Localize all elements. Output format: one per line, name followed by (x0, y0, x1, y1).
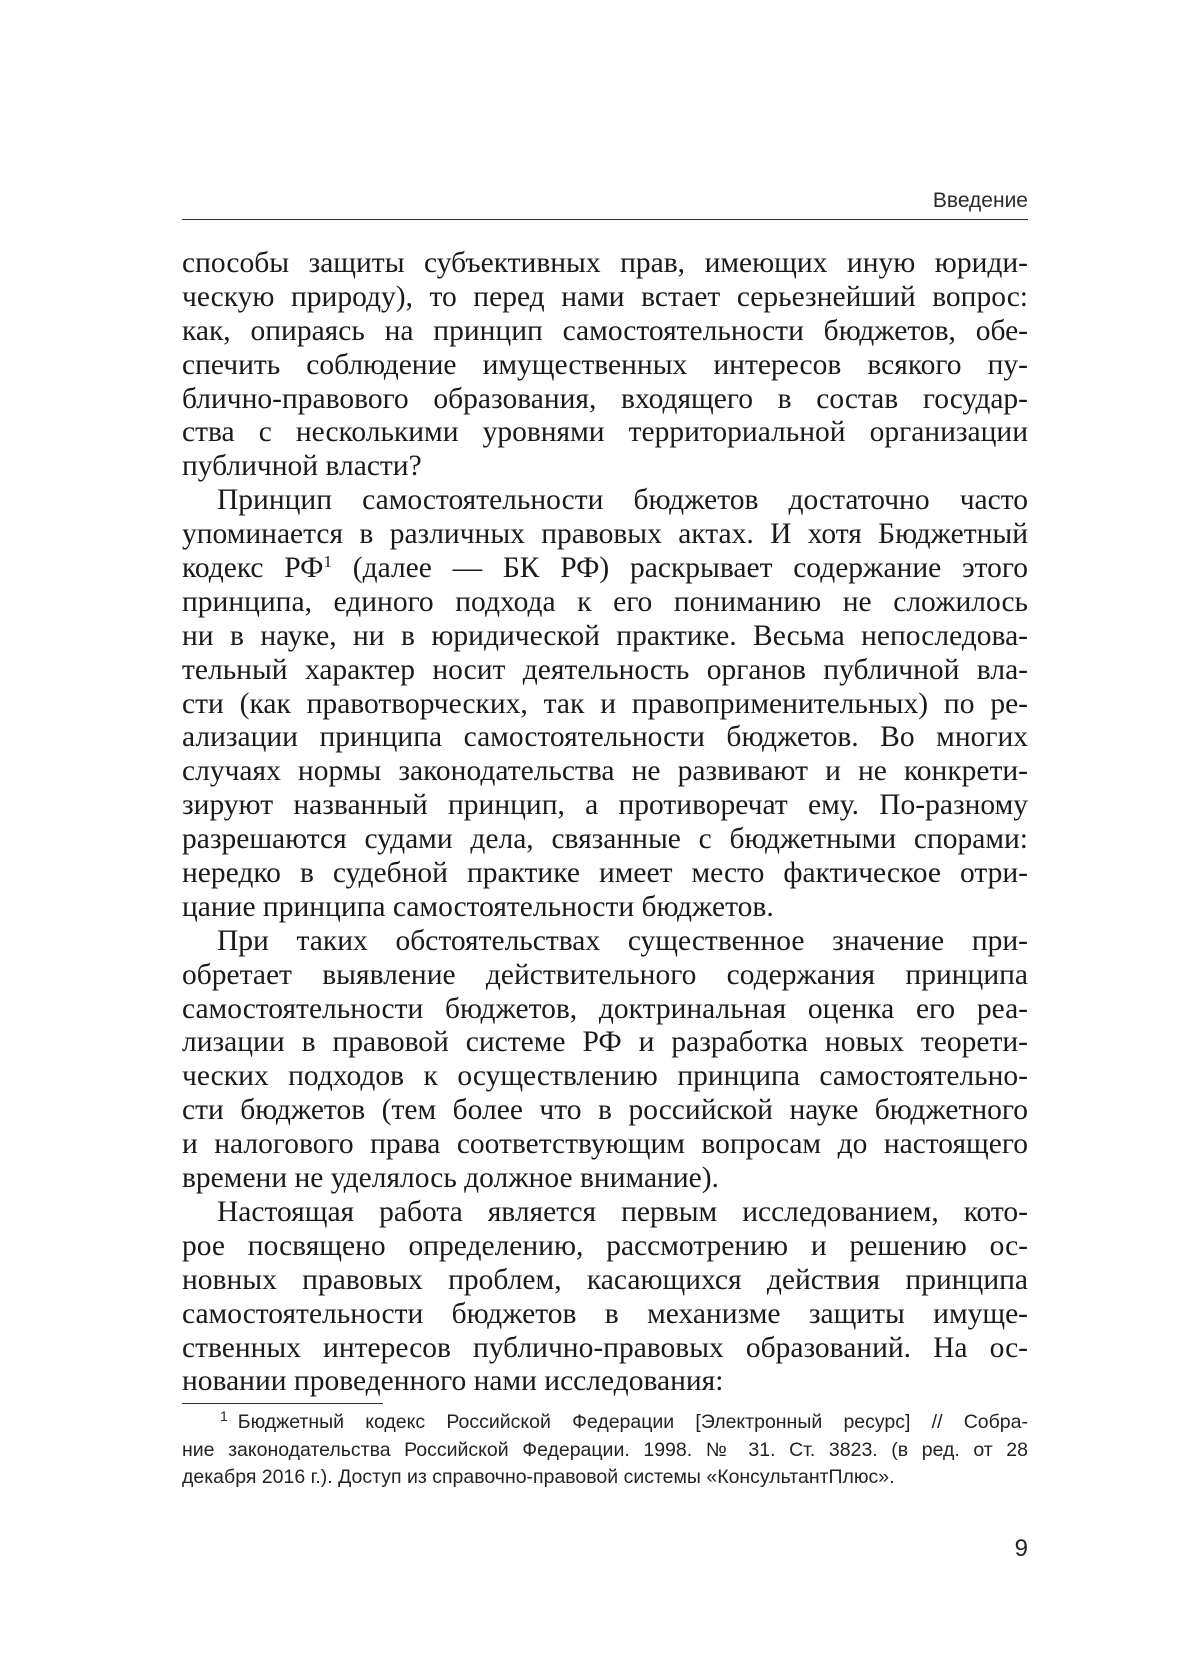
text-line: самостоятельности бюджетов в механизме защиты имуще- (182, 1297, 1028, 1330)
text-line-with-footnote-ref (182, 552, 1028, 586)
text-line: публичной власти? (182, 450, 422, 483)
text-line: При таких обстоятельствах существенное значение при- (217, 924, 1028, 957)
footnote-separator (182, 1403, 383, 1404)
text-line: цание принципа самостоятельности бюджетов. (182, 890, 774, 923)
paragraph-1 (182, 247, 1028, 484)
paragraph-4 (182, 1196, 1028, 1399)
text-line: Настоящая работа является первым исследованием, кото- (217, 1195, 1028, 1228)
text-line: сти (как правотворческих, так и правоприменительных) по ре- (182, 687, 1028, 720)
text-line: спечить соблюдение имущественных интересов всякого пу- (182, 348, 1028, 381)
footnote-line (182, 1409, 1028, 1437)
running-header: Введение (932, 189, 1028, 212)
text-line: лизации в правовой системе РФ и разработка новых теорети- (182, 1026, 1028, 1059)
text-line: ства с несколькими уровнями территориальной организации (182, 416, 1028, 449)
footnote-text: Бюджетный кодекс Российской Федерации [Электронный ресурс] // Собра- (237, 1411, 1028, 1433)
text-line: новании проведенного нами исследования: (182, 1365, 724, 1398)
text-line: принципа, единого подхода к его пониманию не сложилось (182, 585, 1028, 618)
text-line: новных правовых проблем, касающихся действия принципа (182, 1263, 1028, 1296)
text-line: обретает выявление действительного содержания принципа (182, 958, 1028, 991)
text-line: тельный характер носит деятельность органов публичной вла- (182, 653, 1028, 686)
text-line: ческих подходов к осуществлению принципа самостоятельно- (182, 1060, 1028, 1093)
header-rule (182, 219, 1028, 220)
text-line: ализации принципа самостоятельности бюджетов. Во многих (182, 721, 1028, 754)
text-line: и налогового права соответствующим вопросам до настоящего (182, 1128, 1028, 1161)
text-line: нередко в судебной практике имеет место фактическое отри- (182, 857, 1028, 890)
text-line: времени не уделялось должное внимание). (182, 1162, 719, 1195)
text-line: упоминается в различных правовых актах. И хотя Бюджетный (182, 518, 1028, 551)
text-fragment: кодекс РФ (182, 552, 324, 585)
text-line: случаях нормы законодательства не развивают и не конкрети- (182, 755, 1028, 788)
text-line: ческую природу), то перед нами встает серьезнейший вопрос: (182, 280, 1028, 313)
text-fragment: (далее — БК РФ) раскрывает содержание этого (332, 552, 1028, 585)
text-line: разрешаются судами дела, связанные с бюджетными спорами: (182, 823, 1028, 856)
paragraph-3 (182, 925, 1028, 1196)
text-line: ственных интересов публично-правовых образований. На ос- (182, 1331, 1028, 1364)
text-line: как, опираясь на принцип самостоятельности бюджетов, обе- (182, 314, 1028, 347)
footnote (182, 1409, 1028, 1492)
text-line: рое посвящено определению, рассмотрению и решению ос- (182, 1229, 1028, 1262)
text-line: Принцип самостоятельности бюджетов достаточно часто (217, 484, 1028, 517)
text-line: сти бюджетов (тем более что в российской науке бюджетного (182, 1094, 1028, 1127)
text-line: самостоятельности бюджетов, доктринальная оценка его реа- (182, 992, 1028, 1025)
footnote-line: ние законодательства Российской Федерации. 1998. № 31. Ст. 3823. (в ред. от 28 (182, 1438, 1028, 1461)
paragraph-2 (182, 484, 1028, 925)
text-line: блично-правового образования, входящего в состав государ- (182, 382, 1028, 415)
text-line: зируют названный принцип, а противоречат ему. По-разному (182, 789, 1028, 822)
text-line: ни в науке, ни в юридической практике. Весьма непоследова- (182, 619, 1028, 652)
footnote-reference[interactable]: 1 (323, 552, 332, 572)
page-number: 9 (1014, 1535, 1028, 1562)
footnote-line: декабря 2016 г.). Доступ из справочно-правовой системы «КонсультантПлюс». (182, 1466, 895, 1488)
text-line: способы защиты субъективных прав, имеющих иную юриди- (182, 247, 1028, 279)
body-text (182, 247, 1028, 1399)
footnote-number: 1 (220, 1408, 228, 1424)
